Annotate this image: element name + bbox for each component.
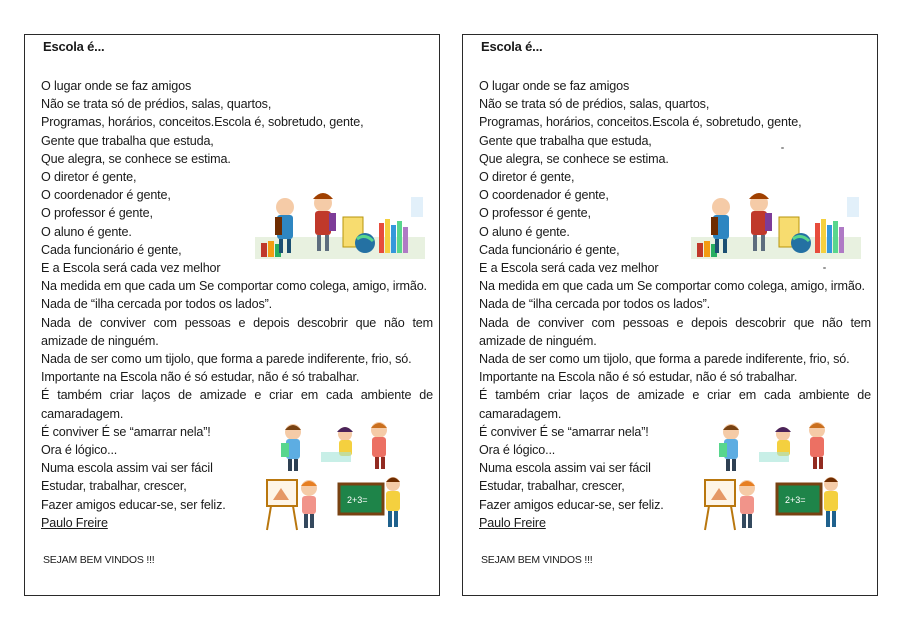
poem-line: Estudar, trabalhar, crescer,: [479, 479, 625, 494]
poem-line: camaradagem.: [479, 406, 562, 421]
poem-line: Não se trata só de prédios, salas, quartos,: [41, 97, 272, 112]
poem-line: Que alegra, se conhece se estima.: [479, 151, 669, 166]
poem-line: O aluno é gente.: [479, 224, 570, 239]
poem-line: Não se trata só de prédios, salas, quartos,: [479, 97, 710, 112]
poem-line: camaradagem.: [41, 406, 124, 421]
poem-author: Paulo Freire: [479, 515, 546, 530]
poem-title: Escola é...: [43, 39, 105, 54]
poem-line: Na medida em que cada um Se comportar como colega, amigo, irmão.: [479, 279, 865, 294]
poem-line: Nada de “ilha cercada por todos os lados”.: [41, 297, 273, 312]
poem-line: Cada funcionário é gente,: [479, 242, 620, 257]
poem-line: É também criar laços de amizade e criar em cada ambiente de: [479, 388, 871, 403]
poem-line: O coordenador é gente,: [479, 188, 609, 203]
poem-line: Fazer amigos educar-se, ser feliz.: [41, 497, 226, 512]
svg-text:2+3=: 2+3=: [785, 495, 806, 505]
poem-line: É também criar laços de amizade e criar em cada ambiente de: [41, 388, 433, 403]
kids-school-supplies-illustration: [691, 177, 861, 259]
poem-line: Importante na Escola não é só estudar, não é só trabalhar.: [41, 370, 360, 385]
poem-line: É conviver É se “amarrar nela”!: [41, 424, 211, 439]
poem-line: O coordenador é gente,: [41, 188, 171, 203]
poem-line: Ora é lógico...: [479, 443, 556, 458]
poem-line: O diretor é gente,: [479, 170, 575, 185]
children-classroom-illustration: [263, 418, 409, 533]
welcome-message: SEJAM BEM VINDOS !!!: [481, 554, 593, 566]
poem-line: O professor é gente,: [41, 206, 153, 221]
poem-author: Paulo Freire: [41, 515, 108, 530]
children-classroom-illustration: [701, 418, 847, 533]
poem-line: Gente que trabalha que estuda,: [479, 133, 652, 148]
poem-line: O diretor é gente,: [41, 170, 137, 185]
poem-line: Estudar, trabalhar, crescer,: [41, 479, 187, 494]
kids-school-supplies-illustration: [255, 177, 425, 259]
poem-line: Nada de conviver com pessoas e depois descobrir que não tem: [479, 315, 871, 330]
poem-line: Gente que trabalha que estuda,: [41, 133, 214, 148]
poem-line: Numa escola assim vai ser fácil: [41, 461, 213, 476]
poem-line: Programas, horários, conceitos.Escola é, sobretudo, gente,: [41, 115, 364, 130]
poem-line: O lugar onde se faz amigos: [479, 79, 630, 93]
poem-line: Importante na Escola não é só estudar, não é só trabalhar.: [479, 370, 798, 385]
poem-line: E a Escola será cada vez melhor: [479, 261, 659, 276]
poem-line: E a Escola será cada vez melhor: [41, 261, 221, 276]
poem-line: Ora é lógico...: [41, 443, 118, 458]
poem-line: Na medida em que cada um Se comportar como colega, amigo, irmão.: [41, 279, 427, 294]
poem-line: O aluno é gente.: [41, 224, 132, 239]
poem-line: É conviver É se “amarrar nela”!: [479, 424, 649, 439]
poem-line: Cada funcionário é gente,: [41, 242, 182, 257]
scan-speck: [823, 267, 826, 269]
poem-line: Nada de ser como um tijolo, que forma a parede indiferente, frio, só.: [41, 352, 412, 367]
poem-line: amizade de ninguém.: [41, 333, 159, 348]
poem-line: Programas, horários, conceitos.Escola é, sobretudo, gente,: [479, 115, 802, 130]
poem-line: amizade de ninguém.: [479, 333, 597, 348]
poem-title: Escola é...: [481, 39, 543, 54]
poem-line: Nada de “ilha cercada por todos os lados”.: [479, 297, 711, 312]
poem-line: Que alegra, se conhece se estima.: [41, 151, 231, 166]
svg-text:2+3=: 2+3=: [347, 495, 368, 505]
poem-line: O lugar onde se faz amigos: [41, 79, 192, 93]
scan-speck: [781, 147, 784, 149]
poem-line: Nada de ser como um tijolo, que forma a parede indiferente, frio, só.: [479, 352, 850, 367]
poem-line: Fazer amigos educar-se, ser feliz.: [479, 497, 664, 512]
left-page: [24, 34, 440, 596]
poem-line: O professor é gente,: [479, 206, 591, 221]
poem-line: Nada de conviver com pessoas e depois descobrir que não tem: [41, 315, 433, 330]
welcome-message: SEJAM BEM VINDOS !!!: [43, 554, 155, 566]
right-page: [462, 34, 878, 596]
poem-line: Numa escola assim vai ser fácil: [479, 461, 651, 476]
